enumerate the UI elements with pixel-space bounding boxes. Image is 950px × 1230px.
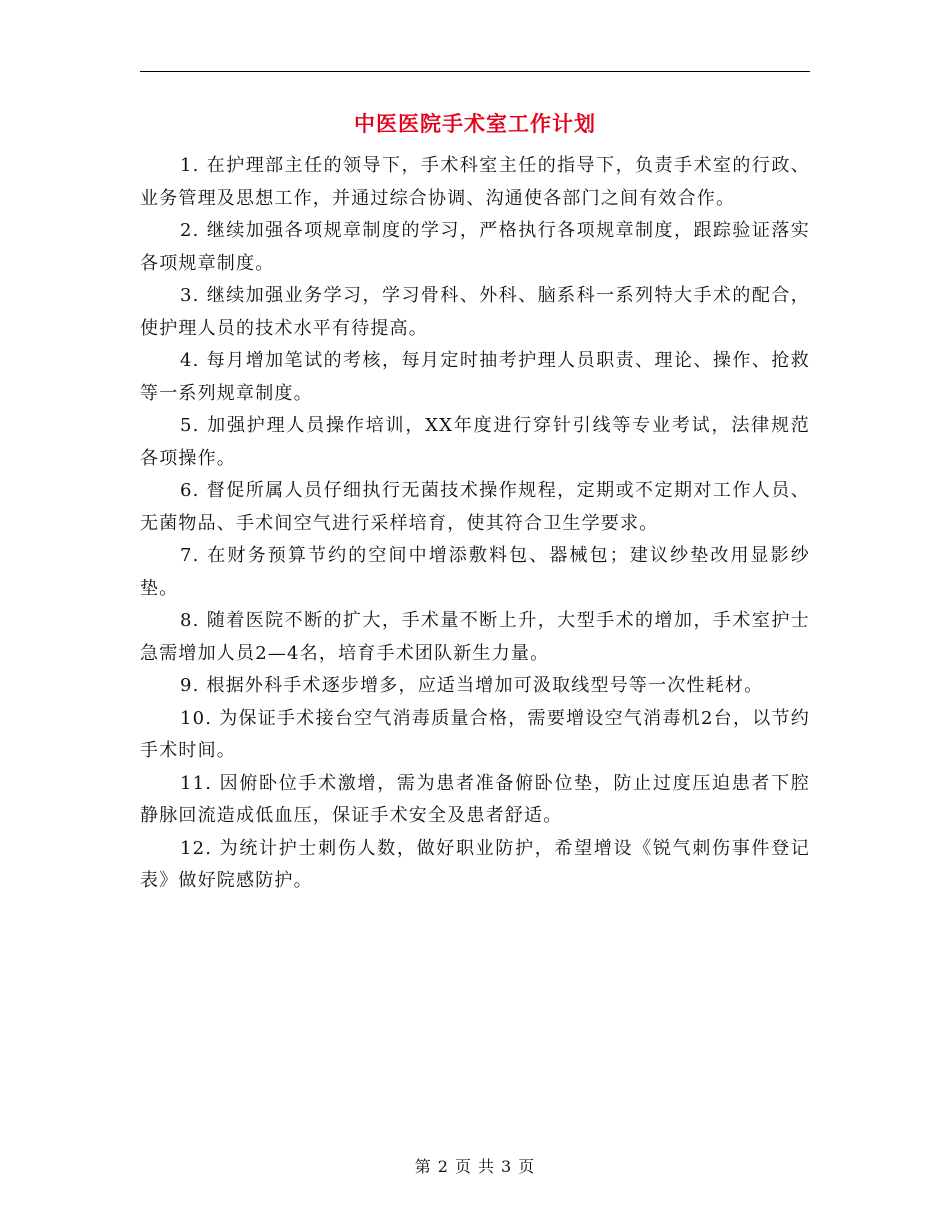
paragraph-10: 10. 为保证手术接台空气消毒质量合格，需要增设空气消毒机2台，以节约手术时间。: [140, 707, 810, 761]
document-title: 中医医院手术室工作计划: [354, 111, 596, 136]
total-pages-number: 3: [501, 1157, 513, 1176]
document-body: [140, 150, 810, 898]
paragraph-7: 7. 在财务预算节约的空间中增添敷料包、器械包；建议纱垫改用显影纱垫。: [140, 545, 810, 599]
paragraph-11: 11. 因俯卧位手术激增，需为患者准备俯卧位垫，防止过度压迫患者下腔静脉回流造成低血压，保证手术安全及患者舒适。: [140, 772, 810, 826]
paragraph-1: 1. 在护理部主任的领导下，手术科室主任的指导下，负责手术室的行政、业务管理及思想工作，并通过综合协调、沟通使各部门之间有效合作。: [140, 155, 810, 209]
paragraph-8: 8. 随着医院不断的扩大，手术量不断上升，大型手术的增加，手术室护士急需增加人员2—4名，培育手术团队新生力量。: [140, 610, 810, 664]
current-page-number: 2: [437, 1157, 449, 1176]
paragraph-12: 12. 为统计护士刺伤人数，做好职业防护，希望增设《锐气刺伤事件登记表》做好院感防护。: [140, 837, 810, 891]
header-rule: [140, 71, 810, 72]
paragraph-6: 6. 督促所属人员仔细执行无菌技术操作规程，定期或不定期对工作人员、无菌物品、手术间空气进行采样培育，使其符合卫生学要求。: [140, 480, 810, 534]
paragraph-5: 5. 加强护理人员操作培训，XX年度进行穿针引线等专业考试，法律规范各项操作。: [140, 415, 810, 469]
paragraph-9: 9. 根据外科手术逐步增多，应适当增加可汲取线型号等一次性耗材。: [180, 675, 764, 696]
page-prefix: 第: [414, 1157, 432, 1176]
paragraph-4: 4. 每月增加笔试的考核，每月定时抽考护理人员职责、理论、操作、抢救等一系列规章制度。: [140, 350, 810, 404]
page-middle-text: 页 共: [454, 1157, 496, 1176]
paragraph-2: 2. 继续加强各项规章制度的学习，严格执行各项规章制度，跟踪验证落实各项规章制度。: [140, 220, 810, 274]
page-suffix: 页: [518, 1157, 536, 1176]
paragraph-3: 3. 继续加强业务学习，学习骨科、外科、脑系科一系列特大手术的配合，使护理人员的技术水平有待提高。: [140, 285, 810, 339]
page-footer: [0, 1154, 950, 1177]
